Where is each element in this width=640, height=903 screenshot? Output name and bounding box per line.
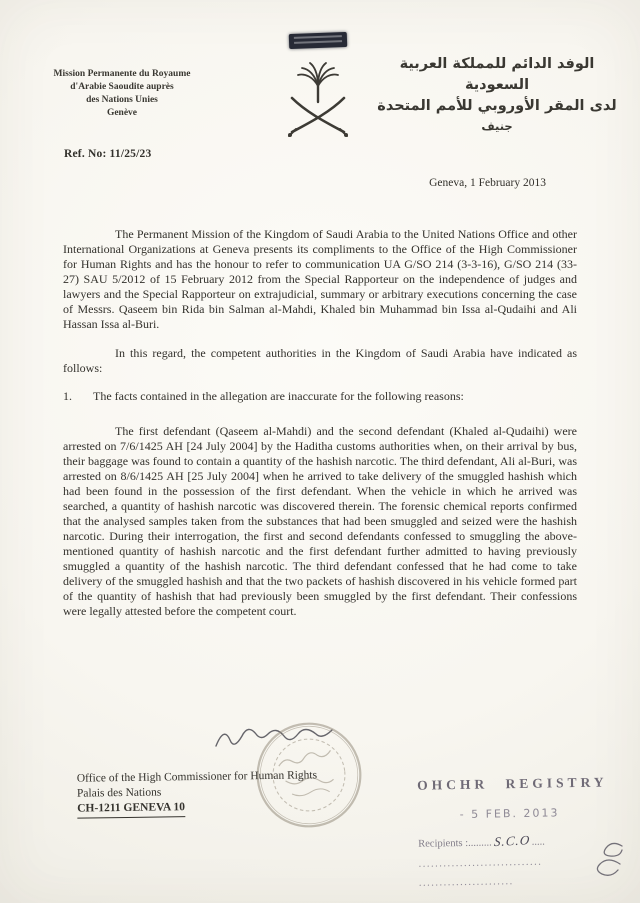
letter-body [63, 227, 577, 619]
footer-address-line-1: Office of the High Commissioner for Human Rights [76, 769, 318, 785]
mission-address-ar-line: لدى المقر الأوروبي للأمم المتحدة [377, 98, 617, 114]
list-item-number: 1. [63, 389, 72, 403]
recipient-label: Recipients : [418, 837, 469, 850]
mission-address-ar-line: الوفد الدائم للمملكة العربية السعودية [399, 56, 595, 93]
top-ink-stamp-icon [289, 32, 347, 49]
recipient-dots: ..... [531, 836, 545, 848]
list-item-1 [63, 389, 577, 404]
list-item-text: The facts contained in the allegation are inaccurate for the following reasons: [93, 389, 464, 403]
recipient-handwriting: S.C.O [492, 832, 531, 850]
body-paragraph-2: In this regard, the competent authorities in the Kingdom of Saudi Arabia have indicated as follows: [63, 346, 577, 375]
ref-number: Ref. No: 11/25/23 [64, 148, 152, 160]
registry-date-stamp: - 5 FEB. 2013 [459, 806, 560, 822]
registry-stamp-title: OHCHR REGISTRY [417, 774, 608, 793]
mission-address-fr-line: Genève [106, 108, 138, 118]
mission-address-fr-line: Mission Permanente du Royaume [53, 69, 191, 79]
footer-address [77, 768, 318, 818]
recipient-dots: ......... [467, 837, 492, 849]
date-line: Geneva, 1 February 2013 [429, 177, 546, 189]
mission-address-fr-line: d'Arabie Saoudite auprès [70, 82, 174, 92]
mission-address-fr [12, 68, 232, 120]
dotted-line: .............................. [418, 856, 543, 870]
dotted-line: ....................... [418, 876, 514, 889]
mission-address-ar-line: جنيف [481, 119, 513, 133]
body-paragraph-3: The first defendant (Qaseem al-Mahdi) and the second defendant (Khaled al-Qudaihi) were arrested on 7/6/1425 AH [24 July 2004] by the Haditha customs authorities when, on their arrival by bus, their baggage was found to contain a quantity of the hashish narcotic. The third defendant, Ali al-Buri, was arrested on 8/6/1425 AH [25 July 2004] when he arrived to take delivery of the smuggled hashish which had been found in the possession of the first defendant. When the vehicle in which he arrived was searched, a quantity of hashish narcotic was discovered therein. The forensic chemical reports confirmed that the analysed samples taken from the substances that had been smuggled and seized were the hashish narcotic. During their interrogation, the first and second defendants confessed to smuggling the above-mentioned quantity of hashish narcotic and the first defendant further admitted to having previously smuggled a quantity of the hashish narcotic. The third defendant confessed that he had come to take delivery of the smuggled hashish and that the two packets of hashish discovered in his vehicle formed part of the quantity of hashish that had previously been smuggled by the first defendant. Their confessions were legally attested before the competent court. [63, 424, 577, 618]
footer-address-line-2: Palais des Nations [76, 786, 162, 800]
saudi-palm-and-swords-emblem-icon [283, 56, 353, 140]
footer-address-line-3: CH-1211 GENEVA 10 [77, 800, 185, 818]
mission-address-fr-line: des Nations Unies [86, 95, 158, 105]
handwriting-scribble-icon [582, 838, 626, 878]
body-paragraph-1: The Permanent Mission of the Kingdom of Saudi Arabia to the United Nations Office and other International Organizations at Geneva presents its compliments to the Office of the High Commissioner for Human Rights and has the honour to refer to communication UA G/SO 214 (3-3-16), G/SO 214 (33-27) SAU 5/2012 of 15 February 2012 from the Special Rapporteur on the independence of judges and lawyers and the Special Rapporteur on extrajudicial, summary or arbitrary executions concerning the case of Messrs. Qaseem bin Rida bin Salman al-Mahdi, Khaled bin Muhammad bin Issa al-Qudaihi and Ali Hassan Issa al-Buri. [63, 227, 577, 331]
mission-address-ar [372, 54, 622, 135]
